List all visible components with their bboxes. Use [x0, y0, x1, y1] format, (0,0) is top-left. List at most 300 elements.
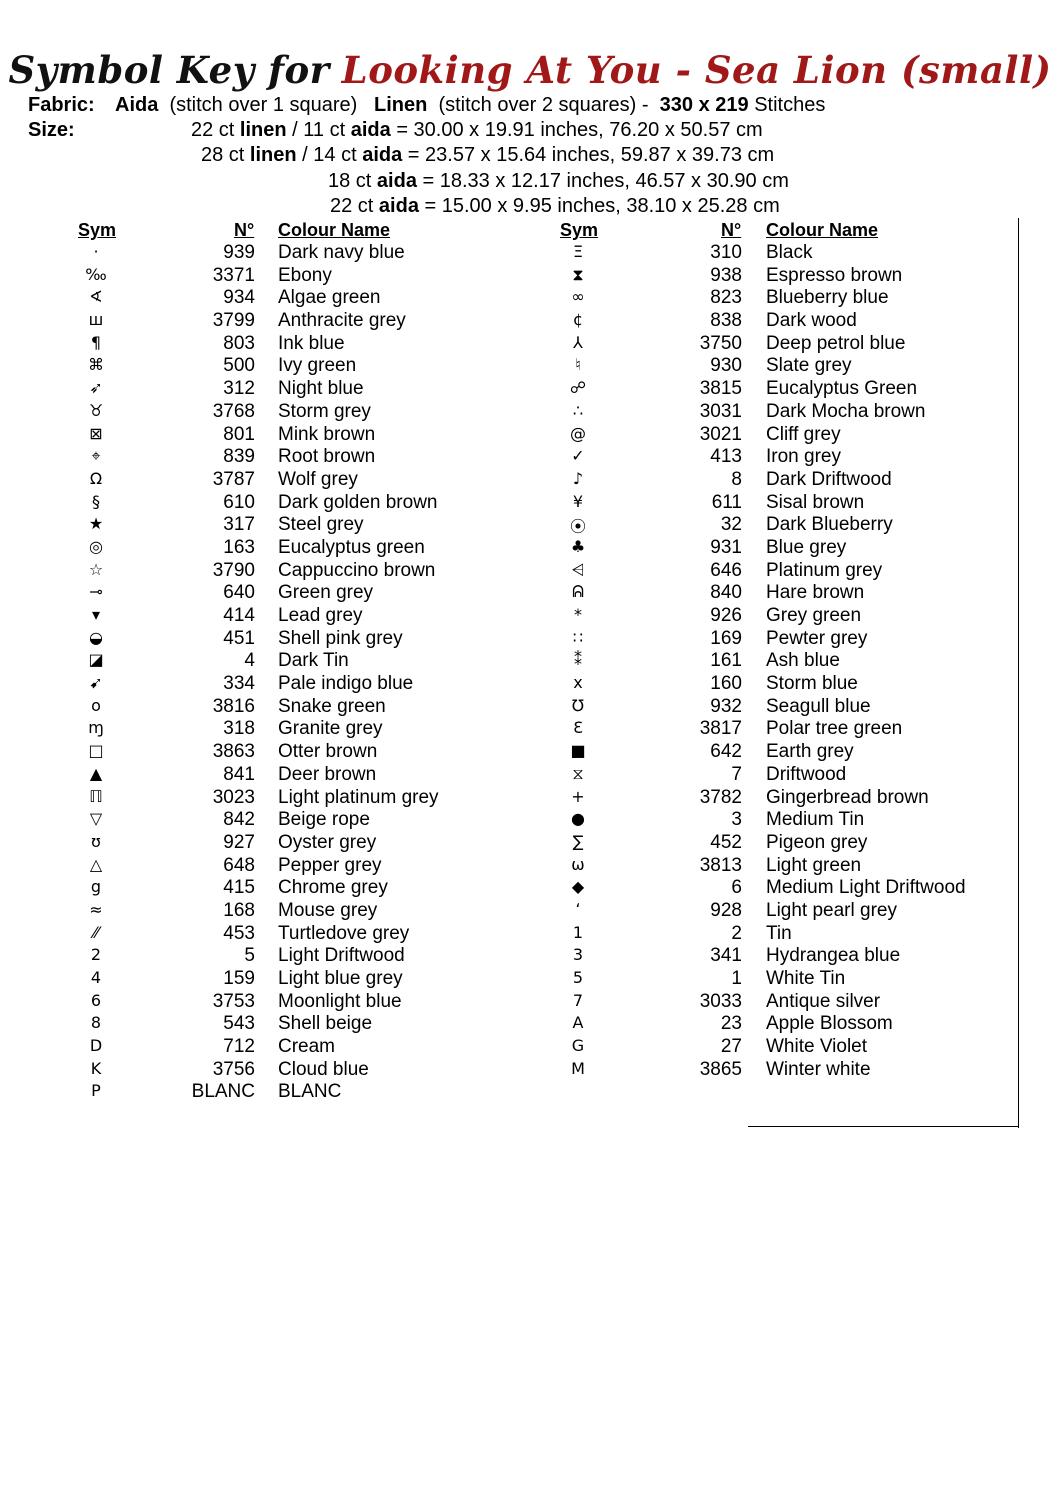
colour-name: Eucalyptus green	[278, 536, 425, 558]
colour-name: Blueberry blue	[766, 287, 889, 309]
colour-name: Dark golden brown	[278, 491, 438, 513]
symbol-glyph: ⁑	[574, 650, 582, 670]
floss-number: 646	[710, 559, 742, 581]
symbol-glyph: §	[92, 491, 100, 511]
key-row	[76, 265, 546, 288]
colour-name: Beige rope	[278, 809, 370, 831]
colour-name: Light platinum grey	[278, 786, 439, 808]
floss-number: 648	[223, 854, 255, 876]
colour-name: Shell pink grey	[278, 627, 403, 649]
symbol-glyph: +	[571, 786, 585, 806]
key-row	[558, 945, 1028, 968]
symbol-glyph: ¥	[572, 491, 584, 511]
symbol-glyph: ɱ	[88, 718, 104, 738]
key-row	[76, 492, 546, 515]
floss-number: 3790	[212, 559, 255, 581]
right-header	[558, 220, 1028, 242]
key-row	[76, 741, 546, 764]
floss-number: 23	[720, 1013, 742, 1035]
title-prefix: Symbol Key for	[8, 48, 330, 92]
colour-name: Winter white	[766, 1058, 871, 1080]
key-row	[558, 809, 1028, 832]
colour-name: Green grey	[278, 582, 374, 604]
floss-number: 3787	[212, 468, 255, 490]
colour-name: Medium Tin	[766, 809, 865, 831]
colour-name: Medium Light Driftwood	[766, 877, 966, 899]
symbol-glyph: A	[572, 1013, 584, 1033]
key-row	[558, 446, 1028, 469]
symbol-glyph: ♣	[570, 536, 586, 556]
key-row	[558, 492, 1028, 515]
left-header	[76, 220, 546, 242]
symbol-glyph: *	[574, 605, 582, 624]
key-row	[76, 923, 546, 946]
symbol-glyph: ➹	[89, 673, 103, 693]
symbol-glyph: ℿ	[89, 786, 103, 806]
num-header: N°	[721, 220, 742, 240]
key-row	[558, 537, 1028, 560]
symbol-glyph: ʻ	[575, 899, 581, 919]
colour-name: Iron grey	[766, 446, 841, 468]
symbol-glyph: ⌖	[91, 446, 101, 466]
floss-number: 334	[223, 673, 255, 695]
left-key-column	[76, 220, 546, 1104]
key-row	[76, 1059, 546, 1082]
colour-name: Storm grey	[278, 400, 371, 422]
symbol-glyph: G	[571, 1036, 585, 1056]
colour-name: Sisal brown	[766, 491, 865, 513]
key-row	[76, 1036, 546, 1059]
key-row	[558, 424, 1028, 447]
floss-number: 841	[223, 763, 255, 785]
floss-number: 3865	[699, 1058, 742, 1080]
floss-number: 8	[731, 468, 742, 490]
colour-name: Tin	[766, 922, 792, 944]
colour-name: Polar tree green	[766, 718, 903, 740]
colour-name: Grey green	[766, 605, 862, 626]
key-row	[558, 1036, 1028, 1059]
symbol-glyph: x	[573, 673, 583, 693]
key-row	[76, 1081, 546, 1104]
floss-number: 451	[223, 627, 255, 649]
right-key-column	[558, 220, 1028, 1081]
key-row	[76, 355, 546, 378]
colour-name: Snake green	[278, 695, 386, 717]
colour-name: Oyster grey	[278, 831, 377, 853]
colour-name: Hare brown	[766, 582, 865, 604]
floss-number: 611	[711, 491, 742, 513]
right-rows	[558, 242, 1028, 1081]
fabric-linen-desc: (stitch over 2 squares) -	[438, 94, 649, 116]
floss-number: 341	[710, 945, 742, 967]
colour-name: Dark Blueberry	[766, 514, 893, 536]
colour-name: Ivy green	[278, 355, 357, 377]
colour-name: Earth grey	[766, 741, 854, 763]
floss-number: 3023	[212, 786, 255, 808]
floss-number: 928	[710, 899, 742, 921]
floss-number: 317	[223, 514, 255, 536]
floss-number: 3799	[212, 310, 255, 332]
colour-name: Algae green	[278, 287, 381, 309]
colour-name: Dark Mocha brown	[766, 400, 926, 422]
symbol-glyph: ш	[88, 310, 104, 330]
key-row	[558, 650, 1028, 673]
symbol-glyph: ℧	[571, 695, 585, 715]
key-row	[76, 242, 546, 265]
symbol-glyph: 8	[90, 1013, 102, 1033]
key-row	[76, 764, 546, 787]
symbol-glyph: ♪	[572, 468, 584, 488]
symbol-glyph: ʊ	[91, 831, 101, 851]
key-row	[558, 1059, 1028, 1082]
symbol-glyph: Ω	[89, 468, 103, 488]
key-row	[76, 673, 546, 696]
floss-number: 32	[720, 514, 742, 536]
colour-name: Deep petrol blue	[766, 332, 906, 354]
key-row	[558, 628, 1028, 651]
symbol-glyph: ⩤	[571, 559, 585, 579]
symbol-glyph: ☆	[88, 559, 104, 579]
fabric-aida-desc: (stitch over 1 square)	[169, 94, 358, 116]
key-row	[76, 968, 546, 991]
colour-name: Light Driftwood	[278, 945, 405, 967]
fabric-line	[115, 94, 825, 117]
key-row	[558, 469, 1028, 492]
symbol-glyph: 3	[572, 945, 584, 965]
floss-number: 934	[223, 287, 255, 309]
symbol-glyph: ⁄⁄	[93, 922, 99, 942]
floss-number: 931	[710, 536, 742, 558]
symbol-glyph: ¶	[90, 332, 102, 352]
key-row	[76, 991, 546, 1014]
symbol-glyph: ➶	[89, 378, 103, 398]
key-row	[76, 718, 546, 741]
colour-name: Shell beige	[278, 1013, 373, 1035]
floss-number: 310	[710, 242, 742, 263]
colour-name: Storm blue	[766, 673, 858, 695]
colour-name: Mink brown	[278, 423, 376, 445]
symbol-glyph: ⧖	[572, 763, 584, 783]
floss-number: 3817	[699, 718, 742, 740]
floss-number: 610	[223, 491, 255, 513]
colour-name: Apple Blossom	[766, 1013, 893, 1035]
key-row	[558, 560, 1028, 583]
symbol-glyph: 4	[90, 968, 102, 987]
colour-name: Slate grey	[766, 355, 852, 377]
key-row	[558, 764, 1028, 787]
floss-number: 3768	[212, 400, 255, 422]
stitch-count: 330 x 219	[659, 94, 749, 116]
fabric-label: Fabric:	[28, 94, 95, 116]
symbol-glyph: 5	[572, 968, 584, 987]
key-row	[558, 991, 1028, 1014]
size-line-4: 22 ct aida = 15.00 x 9.95 inches, 38.10 x 25.28 cm	[330, 195, 780, 217]
size-label: Size:	[28, 119, 75, 141]
colour-name: Ebony	[278, 264, 332, 286]
floss-number: 939	[223, 242, 255, 263]
floss-number: 7	[731, 763, 742, 785]
colour-name: Pepper grey	[278, 854, 382, 876]
key-row	[558, 696, 1028, 719]
sym-header: Sym	[560, 220, 599, 240]
colour-name: Driftwood	[766, 763, 847, 785]
symbol-glyph: ♮	[575, 355, 581, 375]
symbol-glyph: ᕱ	[572, 582, 584, 602]
symbol-glyph: Ɛ	[573, 718, 583, 738]
colour-name: Turtledove grey	[278, 922, 410, 944]
colour-name: Cream	[278, 1036, 336, 1058]
colour-name: Black	[766, 242, 813, 263]
symbol-glyph: ◪	[88, 650, 104, 670]
colour-name: Night blue	[278, 378, 364, 400]
symbol-glyph: ⦿	[569, 517, 586, 537]
symbol-glyph: □	[88, 741, 104, 761]
colour-name: Light green	[766, 854, 862, 876]
floss-number: 169	[710, 627, 742, 649]
key-row	[558, 832, 1028, 855]
colour-name: Seagull blue	[766, 695, 871, 717]
key-row	[558, 855, 1028, 878]
key-row	[76, 446, 546, 469]
floss-number: 938	[710, 264, 742, 286]
colour-name: Deer brown	[278, 763, 377, 785]
floss-number: 3371	[212, 264, 255, 286]
symbol-glyph: ω	[571, 854, 585, 874]
fabric-linen: Linen	[374, 94, 428, 116]
floss-number: 839	[223, 446, 255, 468]
symbol-glyph: g	[90, 877, 102, 897]
floss-number: 3021	[699, 423, 742, 445]
key-row	[76, 537, 546, 560]
colour-name: Moonlight blue	[278, 990, 402, 1012]
colour-name: Light blue grey	[278, 968, 403, 989]
key-row	[558, 741, 1028, 764]
symbol-glyph: ¢	[572, 310, 584, 330]
floss-number: 838	[710, 310, 742, 332]
stitch-word: Stitches	[754, 94, 826, 116]
floss-number: 3756	[212, 1058, 255, 1080]
colour-name: Gingerbread brown	[766, 786, 929, 808]
key-row	[76, 650, 546, 673]
colour-name: Dark Tin	[278, 650, 349, 672]
colour-name: White Tin	[766, 968, 846, 989]
symbol-glyph: ·	[93, 242, 99, 261]
fabric-aida: Aida	[115, 94, 159, 116]
key-row	[76, 378, 546, 401]
colour-name: Hydrangea blue	[766, 945, 901, 967]
floss-number: 3753	[212, 990, 255, 1012]
symbol-glyph: ∢	[89, 287, 103, 307]
key-row	[558, 787, 1028, 810]
key-row	[558, 968, 1028, 991]
colour-name: Cappuccino brown	[278, 559, 436, 581]
frame-bottom-border	[748, 1126, 1019, 1127]
key-row	[558, 287, 1028, 310]
floss-number: 801	[223, 423, 255, 445]
colour-name: Lead grey	[278, 605, 363, 626]
symbol-glyph: ☍	[569, 378, 587, 398]
colour-name: Dark navy blue	[278, 242, 405, 263]
pattern-name: Looking At You - Sea Lion (small)	[341, 48, 1052, 92]
key-row	[558, 401, 1028, 424]
symbol-glyph: o	[91, 695, 101, 715]
symbol-glyph: @	[570, 423, 586, 443]
floss-number: 3813	[699, 854, 742, 876]
symbol-glyph: △	[89, 854, 103, 874]
colour-name: Granite grey	[278, 718, 383, 740]
colour-name: Steel grey	[278, 514, 364, 536]
key-row	[76, 787, 546, 810]
colour-name-header: Colour Name	[766, 220, 879, 240]
colour-name: Wolf grey	[278, 468, 358, 490]
colour-name: Ink blue	[278, 332, 345, 354]
symbol-glyph: ●	[571, 809, 585, 829]
symbol-glyph: ▲	[89, 763, 103, 783]
key-row	[558, 582, 1028, 605]
floss-number: 2	[731, 922, 742, 944]
floss-number: 3863	[212, 741, 255, 763]
floss-number: 318	[223, 718, 255, 740]
sym-header: Sym	[78, 220, 117, 240]
symbol-glyph: ✓	[571, 446, 585, 466]
floss-number: 3750	[699, 332, 742, 354]
colour-name: Otter brown	[278, 741, 378, 763]
key-row	[76, 855, 546, 878]
key-row	[558, 605, 1028, 628]
key-row	[558, 514, 1028, 537]
symbol-glyph: ⊠	[89, 423, 103, 443]
size-line-1: 22 ct linen / 11 ct aida = 30.00 x 19.91 inches, 76.20 x 50.57 cm	[191, 119, 763, 141]
symbol-glyph: ◎	[89, 536, 103, 556]
symbol-glyph: ★	[88, 514, 104, 534]
key-row	[558, 900, 1028, 923]
key-row	[558, 718, 1028, 741]
symbol-glyph: P	[91, 1081, 101, 1101]
key-row	[76, 832, 546, 855]
key-row	[76, 401, 546, 424]
symbol-glyph: ♉	[88, 400, 104, 420]
floss-number: 803	[223, 332, 255, 354]
key-row	[76, 900, 546, 923]
key-row	[558, 673, 1028, 696]
num-header: N°	[234, 220, 255, 240]
floss-number: 1	[731, 968, 742, 989]
floss-number: 3782	[699, 786, 742, 808]
floss-number: 927	[223, 831, 255, 853]
floss-number: 159	[223, 968, 255, 989]
floss-number: 842	[223, 809, 255, 831]
key-row	[558, 1013, 1028, 1036]
symbol-glyph: ∑	[572, 831, 584, 851]
colour-name: White Violet	[766, 1036, 868, 1058]
colour-name: Dark Driftwood	[766, 468, 892, 490]
key-row	[76, 582, 546, 605]
floss-number: 932	[710, 695, 742, 717]
key-row	[76, 877, 546, 900]
key-row	[76, 1013, 546, 1036]
key-row	[558, 378, 1028, 401]
colour-name: Mouse grey	[278, 899, 378, 921]
symbol-glyph: Ξ	[572, 242, 584, 261]
colour-name: Pale indigo blue	[278, 673, 414, 695]
symbol-glyph: D	[89, 1036, 103, 1056]
key-row	[76, 287, 546, 310]
floss-number: 3	[731, 809, 742, 831]
colour-name: Root brown	[278, 446, 376, 468]
symbol-glyph: 6	[90, 990, 102, 1010]
floss-number: 413	[710, 446, 742, 468]
symbol-glyph: 2	[90, 945, 102, 965]
symbol-glyph: ∷	[572, 627, 584, 647]
floss-number: 6	[731, 877, 742, 899]
key-row	[76, 560, 546, 583]
symbol-glyph: ■	[570, 741, 586, 761]
colour-name: Antique silver	[766, 990, 881, 1012]
colour-name: Cloud blue	[278, 1058, 369, 1080]
symbol-glyph: ◆	[571, 877, 585, 897]
floss-number: 823	[710, 287, 742, 309]
symbol-glyph: M	[571, 1058, 585, 1078]
floss-number: 4	[244, 650, 255, 672]
colour-name: Cliff grey	[766, 423, 841, 445]
colour-name: Pewter grey	[766, 627, 868, 649]
floss-number: 3033	[699, 990, 742, 1012]
floss-number: 3031	[699, 400, 742, 422]
colour-name: Dark wood	[766, 310, 857, 332]
symbol-glyph: ≈	[89, 899, 103, 919]
key-row	[76, 628, 546, 651]
colour-name: Chrome grey	[278, 877, 388, 899]
symbol-glyph: ▽	[89, 809, 103, 829]
floss-number: 930	[710, 355, 742, 377]
floss-number: 168	[223, 899, 255, 921]
colour-name: Eucalyptus Green	[766, 378, 918, 400]
floss-number: 452	[710, 831, 742, 853]
size-line-3: 18 ct aida = 18.33 x 12.17 inches, 46.57 x 30.90 cm	[328, 170, 789, 192]
key-row	[558, 923, 1028, 946]
floss-number: 3816	[212, 695, 255, 717]
key-row	[558, 333, 1028, 356]
colour-name: Light pearl grey	[766, 899, 897, 921]
floss-number: 840	[710, 582, 742, 604]
floss-number: 163	[223, 536, 255, 558]
key-row	[558, 310, 1028, 333]
floss-number: 500	[223, 355, 255, 377]
floss-number: 926	[710, 605, 742, 626]
key-row	[76, 333, 546, 356]
floss-number: 642	[710, 741, 742, 763]
key-row	[76, 514, 546, 537]
symbol-glyph: K	[90, 1058, 102, 1078]
symbol-glyph: 1	[572, 922, 584, 942]
colour-name-header: Colour Name	[278, 220, 391, 240]
key-row	[558, 265, 1028, 288]
key-row	[76, 945, 546, 968]
floss-number: 3815	[699, 378, 742, 400]
colour-name: Anthracite grey	[278, 310, 406, 332]
key-row	[76, 310, 546, 333]
symbol-glyph: ▾	[91, 605, 101, 624]
colour-name: Platinum grey	[766, 559, 883, 581]
key-row	[76, 424, 546, 447]
symbol-glyph: 7	[572, 990, 584, 1010]
floss-number: 543	[223, 1013, 255, 1035]
symbol-glyph: ◒	[89, 627, 103, 647]
key-row	[76, 605, 546, 628]
left-rows	[76, 242, 546, 1104]
floss-number: 414	[223, 605, 255, 626]
colour-name: BLANC	[278, 1081, 342, 1103]
